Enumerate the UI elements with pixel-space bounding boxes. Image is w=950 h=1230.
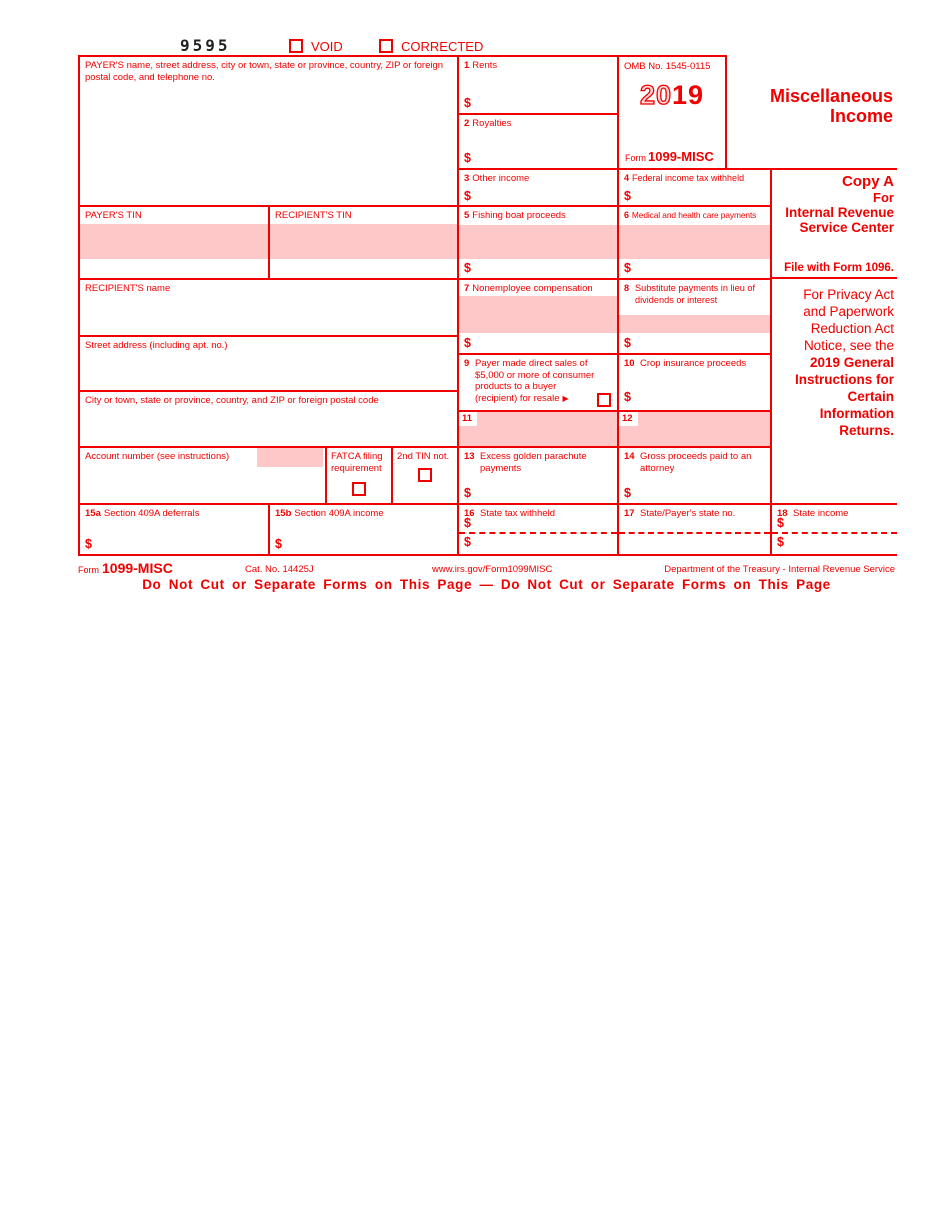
box-2-label: 2 Royalties [464, 118, 512, 129]
omb-form-number: Form 1099-MISC [625, 149, 714, 164]
payer-tin-box[interactable] [78, 205, 268, 278]
payer-name-label: PAYER'S name, street address, city or town, state or province, country, ZIP or foreign postal code, and telephone no. [85, 60, 444, 83]
box-9-checkbox[interactable] [597, 393, 611, 407]
second-tin-label: 2nd TIN not. [397, 451, 450, 462]
form-title [727, 86, 893, 126]
second-tin-box[interactable] [391, 446, 457, 503]
box-18-label: 18 State income [777, 508, 849, 519]
box-6-label: 6 Medical and health care payments [624, 210, 757, 220]
box-14-dollar: $ [624, 486, 631, 500]
box-18-divider [772, 532, 897, 534]
recipient-tin-box[interactable] [268, 205, 457, 278]
form-code: 9595 [180, 36, 231, 55]
tax-year: 2019 [639, 80, 705, 110]
box-14-attorney-proceeds[interactable] [617, 446, 770, 503]
box-4-federal-tax[interactable] [617, 168, 770, 205]
do-not-cut-warning: Do Not Cut or Separate Forms on This Page — Do Not Cut or Separate Forms on This Page [142, 577, 831, 592]
box-7-label: 7 Nonemployee compensation [464, 283, 593, 294]
box-7-nonemployee-compensation[interactable] [457, 278, 617, 353]
irs-line1: Internal Revenue [785, 205, 894, 220]
box-18-dollar-2: $ [777, 535, 784, 549]
copy-a-label: Copy A [842, 173, 894, 190]
city-box[interactable] [78, 390, 457, 446]
void-checkbox[interactable] [289, 39, 303, 53]
box-15b-label: 15b Section 409A income [275, 508, 384, 519]
box-8-dollar: $ [624, 336, 631, 350]
payer-tin-label: PAYER'S TIN [85, 210, 142, 221]
box-18-dollar-1: $ [777, 516, 784, 530]
box-12[interactable] [617, 410, 770, 446]
box-10-crop-insurance[interactable] [617, 353, 770, 410]
payer-name-box[interactable] [78, 55, 457, 205]
copy-a-panel [770, 168, 897, 277]
box-9-direct-sales[interactable]: 9 Payer made direct sales of $5,000 or more of consumer products to a buyer (recipient) for resale ▶ [457, 353, 617, 410]
box-1-label: 1 Rents [464, 60, 498, 71]
box-8-label: 8 Substitute payments in lieu of dividends or interest [624, 283, 756, 305]
box-17-state-number[interactable] [617, 503, 770, 556]
box-3-dollar: $ [464, 189, 471, 203]
box-15a[interactable] [78, 503, 268, 556]
account-number-label: Account number (see instructions) [85, 451, 230, 462]
fatca-box[interactable] [325, 446, 391, 503]
box-5-dollar: $ [464, 261, 471, 275]
box-6-medical-payments[interactable] [617, 205, 770, 278]
box-15b[interactable] [268, 503, 457, 556]
box-10-label: 10 Crop insurance proceeds [624, 358, 747, 369]
recipient-name-box[interactable] [78, 278, 457, 335]
box-7-dollar: $ [464, 336, 471, 350]
box-5-label: 5 Fishing boat proceeds [464, 210, 566, 221]
form-title-line1: Miscellaneous [769, 86, 893, 106]
box-8-entry[interactable] [619, 315, 770, 333]
box-15b-dollar: $ [275, 537, 282, 551]
fatca-checkbox[interactable] [352, 482, 366, 496]
box-15a-label: 15a Section 409A deferrals [85, 508, 200, 519]
box-4-dollar: $ [624, 189, 631, 203]
box-3-label: 3 Other income [464, 173, 530, 184]
box-10-dollar: $ [624, 390, 631, 404]
account-number-box[interactable] [78, 446, 325, 503]
box-6-entry[interactable] [619, 225, 770, 259]
box-6-dollar: $ [624, 261, 631, 275]
box-17-divider [619, 532, 770, 534]
payer-tin-entry[interactable] [80, 224, 268, 259]
box-13-golden-parachute[interactable] [457, 446, 617, 503]
account-number-entry[interactable] [257, 448, 323, 467]
box-1-rents[interactable] [457, 55, 617, 113]
resale-arrow-icon: ▶ [562, 393, 569, 403]
box-16-state-tax[interactable] [457, 503, 617, 556]
omb-box [617, 55, 727, 168]
privacy-notice-panel: For Privacy Act and Paperwork Reduction Act Notice, see the 2019 General Instructions for Certain Information Returns. [770, 277, 897, 503]
city-label: City or town, state or province, country, and ZIP or foreign postal code [85, 395, 379, 406]
box-5-entry[interactable] [459, 225, 617, 259]
box-14-label: 14 Gross proceeds paid to an attorney [624, 451, 752, 474]
box-15a-dollar: $ [85, 537, 92, 551]
fatca-label-line1: FATCA filing [331, 451, 383, 462]
irs-line2: Service Center [799, 220, 894, 235]
box-16-label: 16 State tax withheld [464, 508, 555, 519]
box-5-fishing-boat[interactable] [457, 205, 617, 278]
file-with-label: File with Form 1096. [784, 262, 894, 274]
fatca-label-line2: requirement [331, 462, 382, 474]
box-2-dollar: $ [464, 151, 471, 165]
corrected-label: CORRECTED [401, 39, 484, 54]
box-12-number: 12 [619, 412, 638, 426]
footer-department: Department of the Treasury - Internal Revenue Service [664, 564, 895, 575]
box-7-entry[interactable] [459, 296, 617, 333]
footer-catalog-number: Cat. No. 14425J [245, 564, 314, 575]
box-8-substitute-payments[interactable] [617, 278, 770, 353]
box-3-other-income[interactable] [457, 168, 617, 205]
box-4-label: 4 Federal income tax withheld [624, 173, 745, 183]
box-2-royalties[interactable] [457, 113, 617, 168]
box-13-label: 13 Excess golden parachute payments [464, 451, 587, 474]
box-16-dollar-1: $ [464, 516, 471, 530]
recipient-name-label: RECIPIENT'S name [85, 283, 171, 294]
box-11-number: 11 [459, 412, 477, 426]
box-18-state-income[interactable] [770, 503, 897, 556]
corrected-checkbox[interactable] [379, 39, 393, 53]
form-title-line2: Income [829, 106, 893, 126]
box-1-dollar: $ [464, 96, 471, 110]
box-13-dollar: $ [464, 486, 471, 500]
second-tin-checkbox[interactable] [418, 468, 432, 482]
footer-form-number: Form 1099-MISC [78, 560, 173, 576]
box-16-dollar-2: $ [464, 535, 471, 549]
box-11-entry[interactable] [459, 412, 617, 446]
street-address-label: Street address (including apt. no.) [85, 340, 228, 351]
box-16-divider [459, 532, 617, 534]
box-9-label: 9 Payer made direct sales of [464, 358, 588, 369]
footer-url[interactable]: www.irs.gov/Form1099MISC [432, 564, 553, 575]
street-address-box[interactable] [78, 335, 457, 390]
copy-for-label: For [873, 190, 894, 205]
recipient-tin-entry[interactable] [270, 224, 457, 259]
box-11[interactable] [457, 410, 617, 446]
box-17-label: 17 State/Payer's state no. [624, 508, 736, 519]
box-12-entry[interactable] [619, 412, 770, 446]
void-label: VOID [311, 39, 343, 54]
recipient-tin-label: RECIPIENT'S TIN [275, 210, 352, 221]
omb-number: OMB No. 1545-0115 [624, 61, 711, 72]
